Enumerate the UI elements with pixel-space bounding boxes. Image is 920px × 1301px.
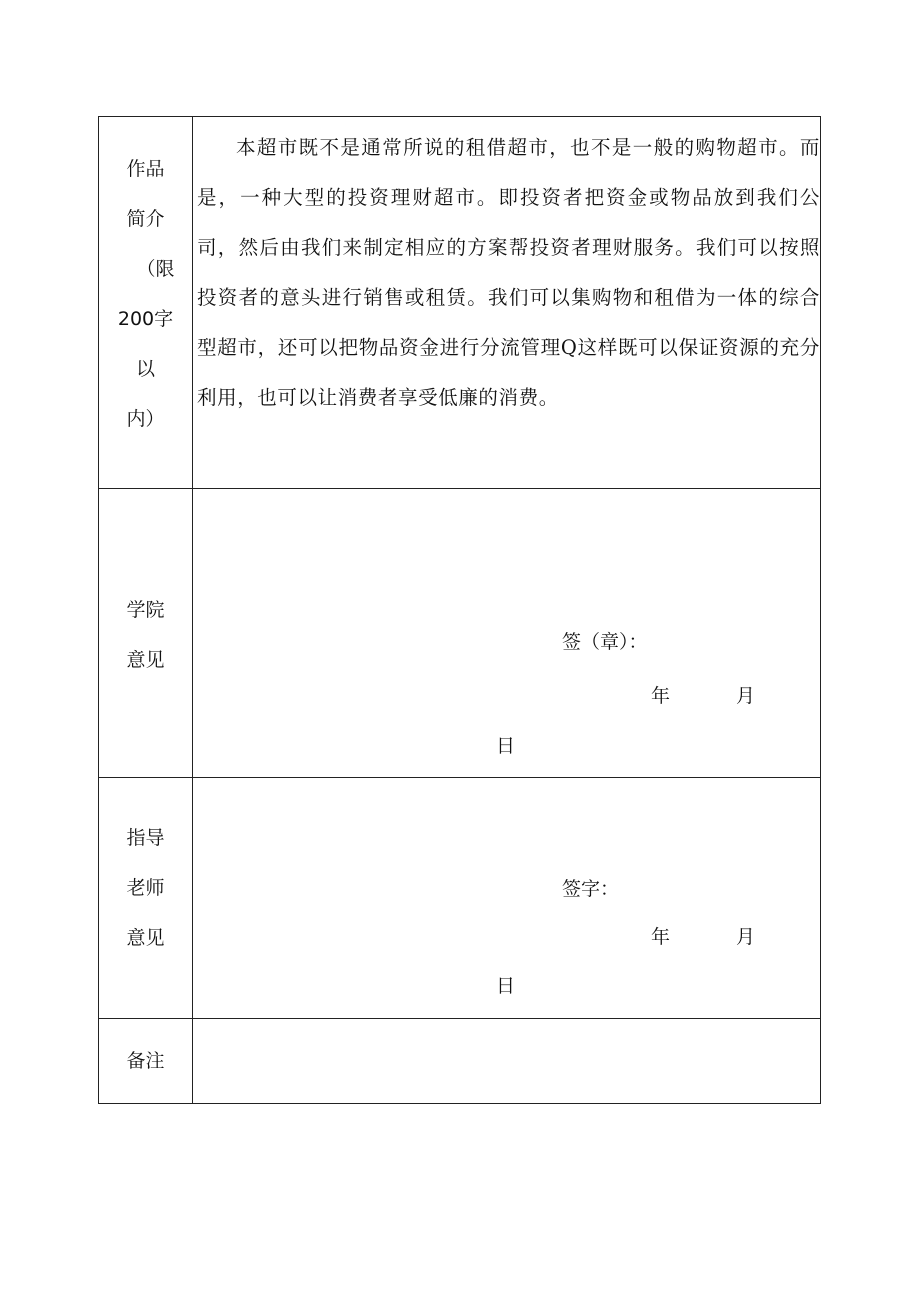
advisor-month-label: 月 bbox=[736, 926, 756, 948]
college-opinion-row bbox=[99, 489, 821, 778]
remarks-content-cell[interactable] bbox=[193, 1019, 821, 1104]
college-month-label: 月 bbox=[736, 685, 756, 707]
college-day-label: 日 bbox=[496, 735, 516, 757]
application-form-table bbox=[98, 116, 821, 1104]
college-year-label: 年 bbox=[651, 685, 671, 707]
advisor-sign-label: 签字： bbox=[562, 878, 620, 900]
intro-label-line: 作品 bbox=[126, 158, 165, 180]
intro-label-line: 以 bbox=[135, 358, 155, 380]
advisor-day-label: 日 bbox=[496, 975, 516, 997]
remarks-row bbox=[99, 1019, 821, 1104]
intro-row bbox=[99, 117, 821, 489]
college-label-line: 学院 bbox=[126, 599, 165, 621]
advisor-year-label: 年 bbox=[651, 926, 671, 948]
advisor-label-line: 老师 bbox=[126, 877, 165, 899]
advisor-opinion-cell bbox=[193, 778, 821, 1019]
advisor-label-line: 意见 bbox=[126, 927, 165, 949]
intro-label-line: 200字 bbox=[117, 308, 174, 330]
intro-content-cell bbox=[193, 117, 821, 489]
intro-text: 本超市既不是通常所说的租借超市，也不是一般的购物超市。而是，一种大型的投资理财超市。即投资者把资金或物品放到我们公司，然后由我们来制定相应的方案帮投资者理财服务。我们可以按照投资者的意头进行销售或租赁。我们可以集购物和租借为一体的综合型超市，还可以把物品资金进行分流管理Q这样既可以保证资源的充分利用，也可以让消费者享受低廉的消费。 bbox=[197, 136, 820, 409]
intro-label-line: 简介 bbox=[126, 208, 165, 230]
remarks-label: 备注 bbox=[126, 1050, 165, 1072]
advisor-opinion-row bbox=[99, 778, 821, 1019]
college-opinion-cell bbox=[193, 489, 821, 778]
advisor-label-line: 指导 bbox=[126, 827, 165, 849]
remarks-label-cell bbox=[99, 1019, 193, 1104]
college-label-cell bbox=[99, 489, 193, 778]
college-sign-label: 签（章）： bbox=[562, 631, 648, 653]
intro-label-line: 内） bbox=[126, 408, 165, 430]
intro-label-cell bbox=[99, 117, 193, 489]
advisor-label-cell bbox=[99, 778, 193, 1019]
intro-label-line: （限 bbox=[136, 258, 175, 280]
college-label-line: 意见 bbox=[126, 649, 165, 671]
